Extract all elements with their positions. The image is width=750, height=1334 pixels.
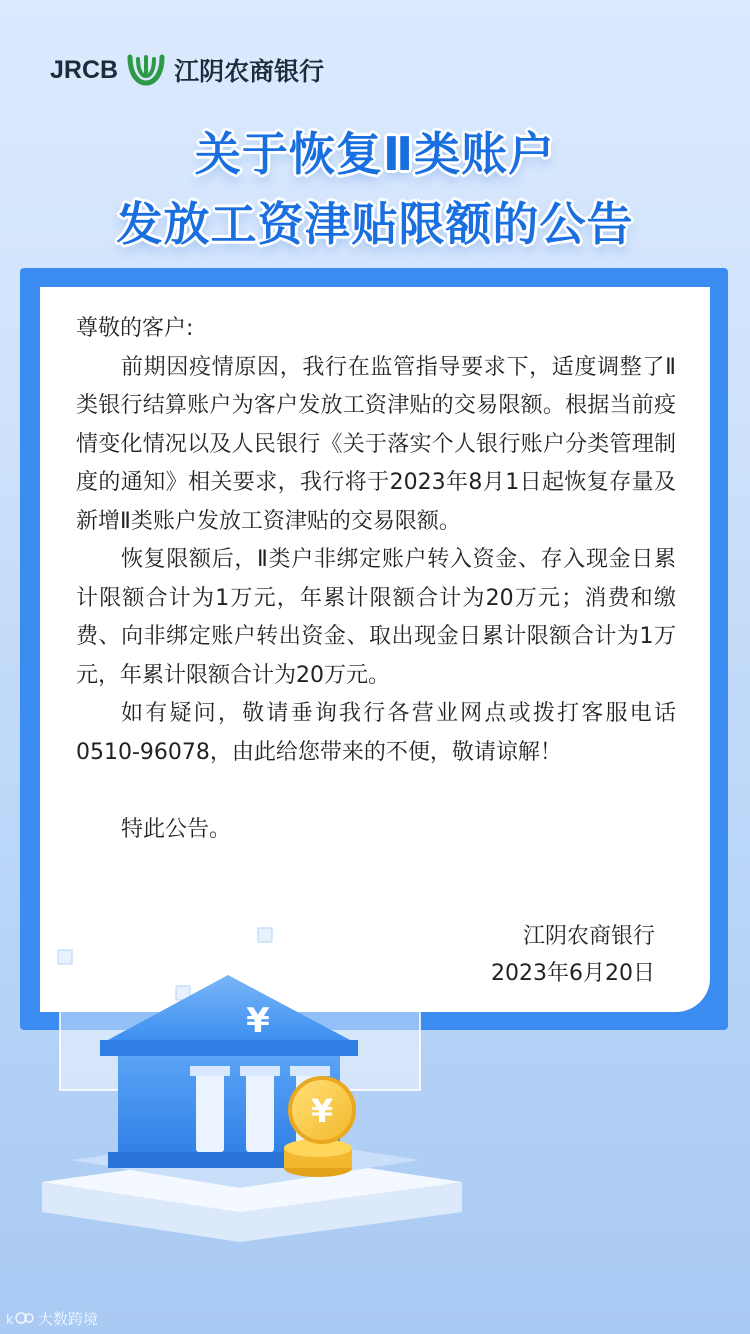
bank-logo <box>50 50 324 90</box>
header <box>0 0 750 270</box>
yuan-coin-icon <box>284 1078 354 1177</box>
notice-paragraph: 前期因疫情原因，我行在监管指导要求下，适度调整了Ⅱ类银行结算账户为客户发放工资津贴的交易限额。根据当前疫情变化情况以及人民银行《关于落实个人银行账户分类管理制度的通知》相关要求，我行将于2023年8月1日起恢复存量及新增Ⅱ类账户发放工资津贴的交易限额。 <box>76 354 676 534</box>
notice-signature: 江阴农商银行 <box>522 924 655 949</box>
logo-name: 江阴农商银行 <box>174 57 325 86</box>
notice-closing: 特此公告。 <box>121 816 232 842</box>
yuan-symbol: ¥ <box>246 1001 270 1041</box>
notice-paragraph: 恢复限额后，Ⅱ类户非绑定账户转入资金、存入现金日累计限额合计为1万元，年累计限额合计为20万元；消费和缴费、向非绑定账户转出资金、取出现金日累计限额合计为1万元，年累计限额合计为20万元。 <box>76 547 676 688</box>
notice-paragraph: 如有疑问，敬请垂询我行各营业网点或拨打客服电话0510-96078，由此给您带来的不便，敬请谅解！ <box>76 701 676 765</box>
notice-date: 2023年6月20日 <box>491 961 655 986</box>
watermark-text: 大数跨境 <box>38 1309 99 1328</box>
notice-greeting: 尊敬的客户: <box>76 316 194 341</box>
logo-abbr: JRCB <box>50 55 119 84</box>
watermark <box>6 1306 98 1330</box>
page-title-line-2: 发放工资津贴限额的公告 <box>116 197 634 251</box>
bank-illustration <box>0 920 750 1250</box>
svg-text:¥: ¥ <box>310 1092 334 1130</box>
svg-text:k: k <box>6 1313 14 1328</box>
jrcb-leaf-logo-icon <box>124 53 168 87</box>
watermark-logo-icon <box>6 1308 34 1328</box>
glass-cube-icon <box>258 928 272 942</box>
notice-body <box>76 310 676 849</box>
page-title-line-1: 关于恢复Ⅱ类账户 <box>194 127 556 181</box>
glass-cube-icon <box>58 950 72 964</box>
